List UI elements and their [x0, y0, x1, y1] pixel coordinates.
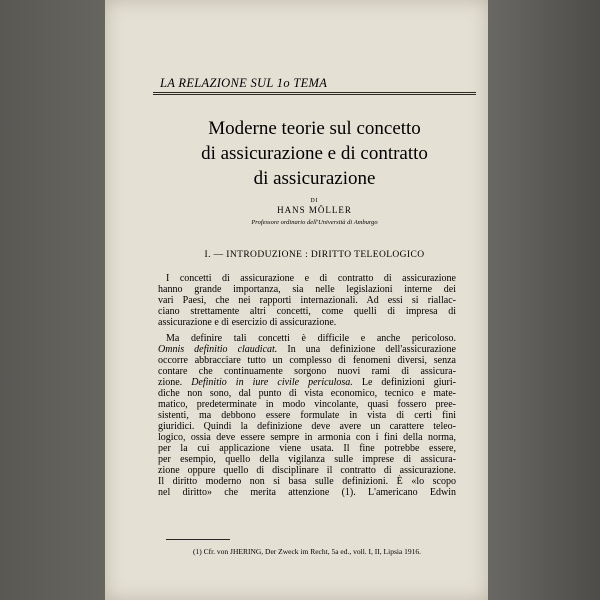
author-affiliation: Professore ordinario dell'Università di Amburgo [251, 219, 378, 226]
header-rule [153, 92, 476, 93]
title-line-2: di assicurazione e di contratto [201, 143, 428, 164]
title-line-1: Moderne teorie sul concetto [208, 118, 421, 139]
body-line: Omnis definitio claudicat. In una definizione dell'assicurazione [158, 344, 456, 355]
header-rule [153, 94, 476, 95]
byline: DI [310, 198, 319, 204]
body-line: zione oppure quello di disciplinare il contratto di assicurazione. [158, 465, 456, 476]
footnote: (1) Cfr. von JHERING, Der Zweck im Recht, 5a ed., voll. I, II, Lipsia 1916. [192, 547, 422, 556]
body-line: per esempio, quello della vigilanza sulle imprese di assicura- [158, 454, 456, 465]
section-heading: I. — INTRODUZIONE : DIRITTO TELEOLOGICO [204, 250, 425, 260]
author-name: HANS MÖLLER [277, 205, 352, 215]
body-line: nel diritto» che merita attenzione (1). L'americano Edwin [158, 487, 456, 498]
latin-maxim: Definitio in iure civile periculosa. [191, 377, 353, 388]
book-edge-right [488, 0, 600, 600]
title-line-3: di assicurazione [253, 168, 376, 189]
latin-maxim: Omnis definitio claudicat. [158, 344, 278, 355]
book-spine-left [0, 0, 105, 600]
body-line: assicurazione e di esercizio di assicurazione. [158, 317, 337, 328]
body-line: Il diritto moderno non si basa sulle definizioni. È «lo scopo [158, 476, 456, 487]
body-line: vari Paesi, che nei rapporti internazionali. Ad essi si riallac- [158, 295, 456, 306]
body-line: sistenti, ma debbono essere formulate in vista di certi fini [158, 410, 456, 421]
body-line: giuridici. Quindi la definizione deve avere un carattere teleo- [158, 421, 456, 432]
body-line: contare che continuamente sorgono nuovi rami di assicura- [158, 366, 456, 377]
body-line: logico, ossia deve essere sempre in armonia con i fini della norma, [158, 432, 456, 443]
body-line: ciano strettamente altri concetti, come quelli di impresa di [158, 306, 456, 317]
body-line: per la cui applicazione viene usata. Il fine potrebbe essere, [158, 443, 456, 454]
body-line: Ma definire tali concetti è difficile e anche pericoloso. [166, 333, 456, 344]
body-line: zione. Definitio in iure civile periculosa. Le definizioni giuri- [158, 377, 456, 388]
footnote-rule [166, 539, 230, 540]
body-line: hanno grande importanza, sia nelle legislazioni interne dei [158, 284, 456, 295]
section-label: LA RELAZIONE SUL 1o TEMA [160, 76, 328, 90]
body-line: matico, predeterminate in modo vincolante, quasi fossero pree- [158, 399, 456, 410]
body-line: occorre abbracciare tutto un complesso di fenomeni diversi, senza [158, 355, 456, 366]
body-line: I concetti di assicurazione e di contratto di assicurazione [166, 273, 456, 284]
body-line: diche non sono, dal punto di vista economico, tecnico e mate- [158, 388, 456, 399]
